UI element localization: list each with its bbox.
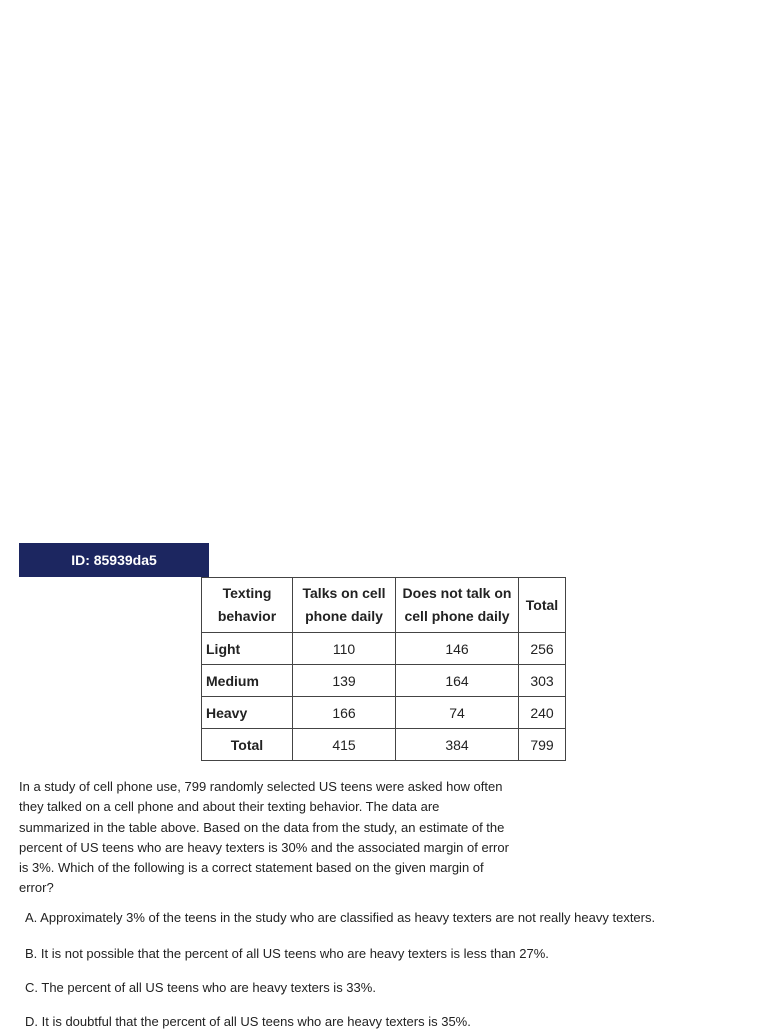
cell-total: 799: [519, 729, 566, 761]
cell-not-talks: 164: [396, 665, 519, 697]
question-id-badge: ID: 85939da5: [19, 543, 209, 577]
texting-data-table: [201, 577, 566, 761]
header-does-not-talk-daily: Does not talk on cell phone daily: [396, 578, 519, 633]
table-row: [202, 697, 566, 729]
cell-total: 303: [519, 665, 566, 697]
cell-total: 240: [519, 697, 566, 729]
answer-choice-d[interactable]: D. It is doubtful that the percent of all US teens who are heavy texters is 35%.: [25, 1014, 471, 1029]
answer-choice-a[interactable]: A. Approximately 3% of the teens in the study who are classified as heavy texters are not really heavy texters.: [25, 910, 656, 925]
cell-not-talks: 384: [396, 729, 519, 761]
table-row: [202, 665, 566, 697]
cell-talks: 139: [293, 665, 396, 697]
cell-not-talks: 146: [396, 633, 519, 665]
answer-choice-b[interactable]: B. It is not possible that the percent of all US teens who are heavy texters is less than 27%.: [25, 946, 549, 961]
cell-total: 256: [519, 633, 566, 665]
table-header-row: [202, 578, 566, 633]
table-row: [202, 633, 566, 665]
row-label: Medium: [202, 665, 293, 697]
table-row-total: [202, 729, 566, 761]
header-talks-daily: Talks on cell phone daily: [293, 578, 396, 633]
header-texting-behavior: Texting behavior: [202, 578, 293, 633]
cell-not-talks: 74: [396, 697, 519, 729]
question-text: In a study of cell phone use, 799 randomly selected US teens were asked how often they talked on a cell phone and about their texting behavior. The data are summarized in the table above. Based on the data from the study, an estimate of the percent of US teens who are heavy texters is 30% and the associated margin of error is 3%. Which of the following is a correct statement based on the given margin of error?: [19, 779, 509, 896]
answer-choice-c[interactable]: C. The percent of all US teens who are heavy texters is 33%.: [25, 980, 376, 995]
row-label: Light: [202, 633, 293, 665]
cell-talks: 415: [293, 729, 396, 761]
header-total: Total: [519, 578, 566, 633]
row-label: Total: [202, 729, 293, 761]
cell-talks: 110: [293, 633, 396, 665]
cell-talks: 166: [293, 697, 396, 729]
row-label: Heavy: [202, 697, 293, 729]
